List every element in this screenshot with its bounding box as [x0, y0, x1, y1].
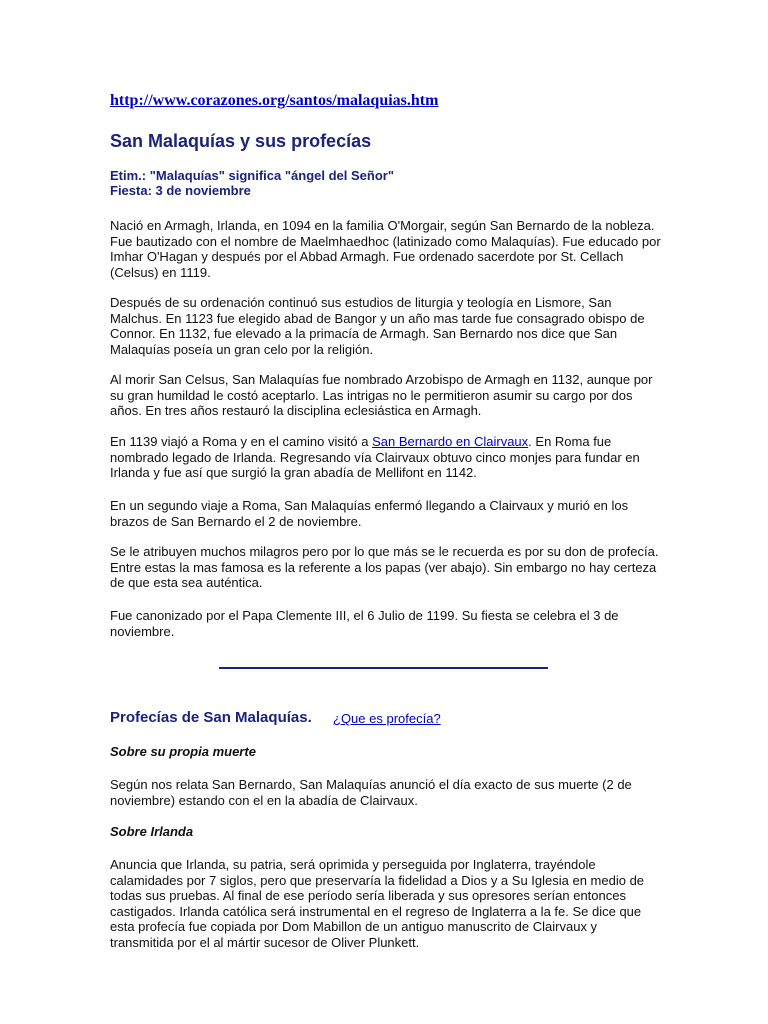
text-line: todas sus pruebas. Al final de ese período sería liberada y sus opresores serían entonces	[110, 888, 626, 903]
paragraph-own-death	[110, 777, 640, 808]
text-line: En un segundo viaje a Roma, San Malaquías enfermó llegando a Clairvaux y murió en los	[110, 498, 629, 513]
text-line: Según nos relata San Bernardo, San Malaquías anunció el día exacto de sus muerte (2 de	[110, 777, 632, 792]
text-line: Fue canonizado por el Papa Clemente III, el 6 Julio de 1199. Su fiesta se celebra el 3 de	[110, 608, 619, 623]
paragraph-ordination	[110, 295, 645, 357]
text-span: En 1139 viajó a Roma y en el camino visitó a	[110, 434, 373, 449]
paragraph-archbishop	[110, 372, 653, 419]
text-line: Al morir San Celsus, San Malaquías fue nombrado Arzobispo de Armagh en 1132, aunque por	[110, 372, 653, 387]
text-line: Connor. En 1132, fue elevado a la primacía de Armagh. San Bernardo nos dice que San	[110, 326, 618, 341]
what-is-prophecy-link[interactable]: ¿Que es profecía?	[333, 711, 441, 726]
text-line: nombrado legado de Irlanda. Regresando vía Clairvaux obtuvo cinco monjes para fundar en	[110, 449, 640, 465]
text-line: Fue bautizado con el nombre de Maelmhaedhoc (latinizado como Malaquías). Fue educado por	[110, 233, 661, 249]
paragraph-miracles	[110, 544, 659, 591]
text-line: Después de su ordenación continuó sus estudios de liturgia y teología en Lismore, San	[110, 295, 612, 310]
text-line: transmitida por el al mártir sucesor de Oliver Plunkett.	[110, 934, 420, 950]
subheading-ireland: Sobre Irlanda	[110, 824, 194, 839]
text-line: (Celsus) en 1119.	[110, 264, 211, 280]
text-line: Entre estas la mas famosa es la referente a los papas (ver abajo). Sin embargo no hay certeza	[110, 559, 657, 575]
text-line	[110, 434, 640, 450]
text-line: Nació en Armagh, Irlanda, en 1094 en la familia O'Morgair, según San Bernardo de la nobleza.	[110, 218, 655, 233]
text-line: Anuncia que Irlanda, su patria, será oprimida y perseguida por Inglaterra, trayéndole	[110, 857, 596, 872]
text-line: noviembre) estando con el en la abadía de Clairvaux.	[110, 792, 418, 808]
text-line: esta profecía fue copiada por Dom Mabillon de un antiguo manuscrito de Clairvaux y	[110, 919, 598, 934]
text-line: noviembre.	[110, 623, 175, 639]
text-line: años. En tres años restauró la disciplina eclesiástica en Armagh.	[110, 403, 482, 418]
etymology-line: Etim.: "Malaquías" significa "ángel del Señor"	[110, 168, 394, 183]
paragraph-rome-trip	[110, 434, 640, 481]
text-line: Malaquías poseía un gran celo por la religión.	[110, 341, 374, 357]
text-line: brazos de San Bernardo el 2 de noviembre.	[110, 513, 362, 529]
subheading-own-death: Sobre su propia muerte	[110, 744, 256, 759]
text-line: Irlanda y fue así que surgió la gran abadía de Mellifont en 1142.	[110, 465, 477, 480]
paragraph-canonization	[110, 608, 640, 639]
section-divider	[219, 667, 548, 669]
paragraph-birth	[110, 218, 661, 280]
paragraph-ireland	[110, 857, 645, 950]
feast-day-line: Fiesta: 3 de noviembre	[110, 183, 251, 198]
etymology-block	[110, 168, 394, 198]
text-line: de que esta sea auténtica.	[110, 575, 263, 590]
text-span: . En Roma fue	[528, 434, 612, 449]
text-line: calamidades por 7 siglos, pero que preservaría la fidelidad a Dios y a Su Iglesia en medio de	[110, 872, 645, 888]
section-title: Profecías de San Malaquías.	[110, 709, 312, 726]
text-line: Malchus. En 1123 fue elegido abad de Bangor y un año mas tarde fue consagrado obispo de	[110, 310, 645, 326]
san-bernardo-link[interactable]: San Bernardo en Clairvaux	[372, 434, 529, 449]
text-line: castigados. Irlanda católica será instrumental en el regreso de Inglaterra a la fe. Se dice que	[110, 903, 642, 919]
text-line: su gran humildad le costó aceptarlo. Las intrigas no le permitieron asumir su cargo por dos	[110, 387, 633, 403]
source-url-link[interactable]: http://www.corazones.org/santos/malaquias.htm	[110, 92, 439, 109]
text-line: Imhar O'Hagan y después por el Abbad Armagh. Fue ordenado sacerdote por St. Cellach	[110, 249, 624, 264]
paragraph-death	[110, 498, 640, 529]
page-title: San Malaquías y sus profecías	[110, 131, 372, 151]
text-line: Se le atribuyen muchos milagros pero por lo que más se le recuerda es por su don de profecía.	[110, 544, 659, 559]
